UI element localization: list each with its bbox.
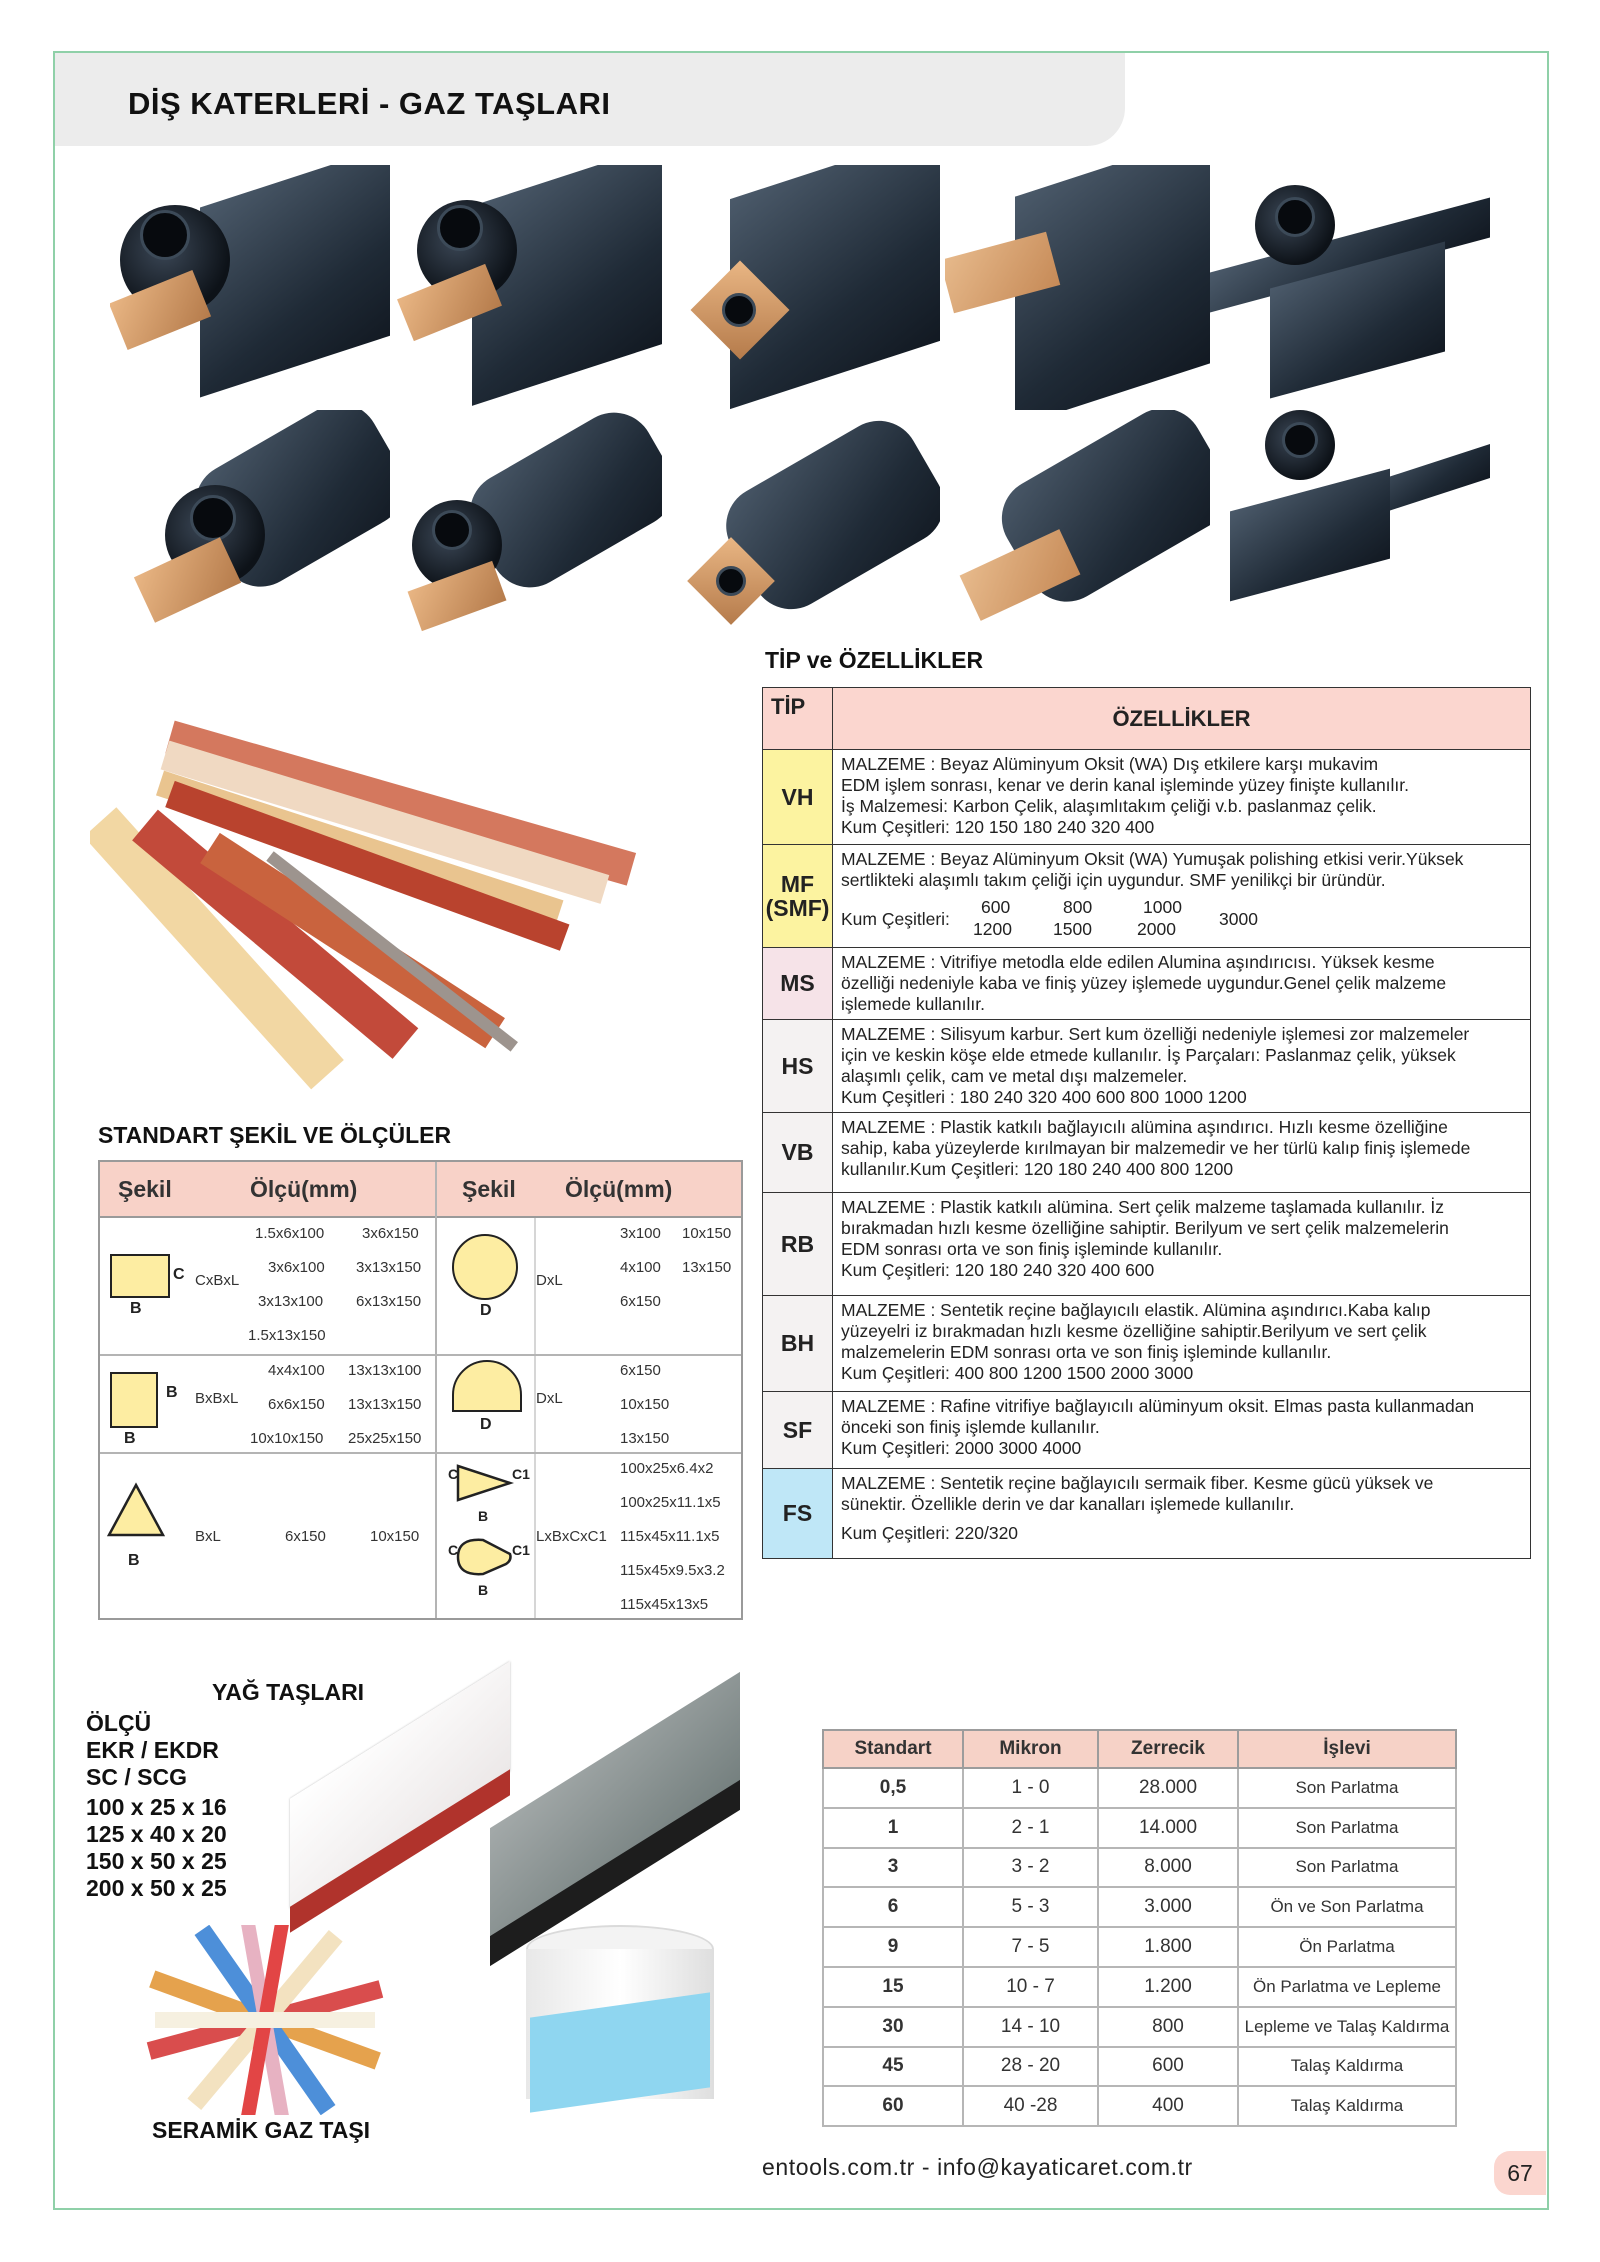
table-row xyxy=(823,1808,1456,1848)
table-row xyxy=(823,1887,1456,1927)
tip-cell: RB xyxy=(763,1193,833,1296)
mikron-table xyxy=(822,1729,1457,2127)
page-number: 67 xyxy=(1494,2151,1546,2195)
table-row xyxy=(823,1768,1456,1808)
kum-value: 1200 xyxy=(973,919,1012,939)
footer-contact: entools.com.tr - info@kayaticaret.com.tr xyxy=(762,2154,1193,2180)
tip-cell: VH xyxy=(763,750,833,845)
dim-letter: B xyxy=(166,1384,178,1401)
size-value: 25x25x150 xyxy=(348,1430,422,1447)
yag-heading: YAĞ TAŞLARI xyxy=(212,1679,365,1705)
spec-row xyxy=(763,750,1531,845)
size-value: 6x6x150 xyxy=(268,1396,325,1413)
table-row xyxy=(823,2047,1456,2087)
spec-line: MALZEME : Plastik katkılı bağlayıcılı alümina aşındırıcı. Hızlı kesme özelliğine xyxy=(841,1117,1448,1137)
dim-letter: B xyxy=(130,1300,142,1317)
cell: 40 -28 xyxy=(963,2086,1098,2126)
kum-value: 2000 xyxy=(1137,919,1176,939)
tool-photo xyxy=(110,165,390,415)
cell: Son Parlatma xyxy=(1238,1848,1456,1888)
cell: 14.000 xyxy=(1098,1808,1238,1848)
tool-photo xyxy=(1210,410,1490,650)
header-olcu: Ölçü(mm) xyxy=(565,1176,673,1202)
spec-line: Kum Çeşitleri: 220/320 xyxy=(841,1523,1019,1543)
dim-code: LxBxCxC1 xyxy=(536,1528,607,1545)
kum-label: Kum Çeşitleri: xyxy=(841,909,950,929)
spec-row xyxy=(763,1392,1531,1469)
yag-line: 150 x 50 x 25 xyxy=(86,1848,227,1874)
cell: 3 xyxy=(823,1848,963,1888)
dim-code: DxL xyxy=(536,1390,563,1407)
spec-line: MALZEME : Silisyum karbur. Sert kum özelliği nedeniyle işlemesi zor malzemeler xyxy=(841,1024,1470,1044)
standart-heading: STANDART ŞEKİL VE ÖLÇÜLER xyxy=(98,1122,452,1148)
size-value: 10x150 xyxy=(682,1225,732,1242)
spec-line: İş Malzemesi: Karbon Çelik, alaşımlıtakım çeliği v.b. paslanmaz çelik. xyxy=(841,796,1377,816)
spec-row xyxy=(763,1020,1531,1113)
dim-code: DxL xyxy=(536,1272,563,1289)
white-oil-stone xyxy=(270,1710,500,1900)
cell: 3 - 2 xyxy=(963,1848,1098,1888)
cell: 3.000 xyxy=(1098,1887,1238,1927)
dim-letter: B xyxy=(124,1430,136,1447)
yag-line: 100 x 25 x 16 xyxy=(86,1794,227,1820)
kum-value: 600 xyxy=(981,897,1011,917)
spec-line xyxy=(841,1515,1522,1523)
tool-photo xyxy=(392,165,662,415)
table-row xyxy=(823,1967,1456,2007)
size-value: 115x45x13x5 xyxy=(620,1596,709,1613)
dim-letter: B xyxy=(478,1508,489,1524)
size-value: 1.5x13x150 xyxy=(248,1327,326,1344)
table-row xyxy=(823,2007,1456,2047)
tip-cell: FS xyxy=(763,1469,833,1559)
spec-line: EDM işlem sonrası, kenar ve derin kanal işleminde yüzey finişte kullanılır. xyxy=(841,775,1410,795)
size-value: 4x4x100 xyxy=(268,1362,325,1379)
cell: Talaş Kaldırma xyxy=(1238,2086,1456,2126)
size-value: 3x6x100 xyxy=(268,1259,325,1276)
header-mikron: Mikron xyxy=(963,1730,1098,1768)
spec-line: Kum Çeşitleri: 2000 3000 4000 xyxy=(841,1438,1082,1458)
size-value: 6x150 xyxy=(285,1528,326,1545)
yag-line: 125 x 40 x 20 xyxy=(86,1821,227,1847)
stone-sticks-photo xyxy=(90,680,680,1100)
tool-photo xyxy=(945,165,1210,415)
spec-line: MALZEME : Sentetik reçine bağlayıcılı elastik. Alümina aşındırıcı.Kaba kalıp xyxy=(841,1300,1431,1320)
spec-row xyxy=(763,1193,1531,1296)
cell: Ön Parlatma ve Lepleme xyxy=(1238,1967,1456,2007)
dim-letter: B xyxy=(478,1582,489,1598)
dim-letter: C1 xyxy=(512,1542,530,1558)
tool-photo xyxy=(392,410,662,650)
spec-line: MALZEME : Vitrifiye metodla elde edilen Alumina aşındırıcısı. Yüksek kesme xyxy=(841,952,1435,972)
size-value: 6x150 xyxy=(620,1362,661,1379)
size-value: 100x25x6.4x2 xyxy=(620,1460,714,1477)
tool-photo xyxy=(670,410,940,650)
tip-cell: MS xyxy=(763,948,833,1020)
yag-line: EKR / EKDR xyxy=(86,1737,219,1763)
spec-heading: TİP ve ÖZELLİKLER xyxy=(765,647,984,673)
size-value: 13x13x100 xyxy=(348,1362,422,1379)
size-value: 3x6x150 xyxy=(362,1225,419,1242)
size-value: 13x13x150 xyxy=(348,1396,422,1413)
half-round-shape xyxy=(452,1360,522,1412)
spec-line: Kum Çeşitleri: 120 180 240 320 400 600 xyxy=(841,1260,1155,1280)
spec-line: MALZEME : Beyaz Alüminyum Oksit (WA) Yumuşak polishing etkisi verir.Yüksek xyxy=(841,849,1464,869)
spec-line: MALZEME : Plastik katkılı alümina. Sert çelik malzeme taşlamada kullanılır. İz xyxy=(841,1197,1444,1217)
spec-line: önceki son finiş işlemde kullanılır. xyxy=(841,1417,1100,1437)
dim-letter: D xyxy=(480,1416,492,1433)
tip-cell: SF xyxy=(763,1392,833,1469)
cell: 45 xyxy=(823,2047,963,2087)
cell: 400 xyxy=(1098,2086,1238,2126)
table-row xyxy=(823,2086,1456,2126)
size-value: 3x13x100 xyxy=(258,1293,324,1310)
cell: Son Parlatma xyxy=(1238,1808,1456,1848)
cell: 14 - 10 xyxy=(963,2007,1098,2047)
diamond-paste-jar xyxy=(520,1925,720,2115)
header-islevi: İşlevi xyxy=(1238,1730,1456,1768)
dim-letter: C xyxy=(173,1266,185,1283)
grey-oil-stone xyxy=(490,1700,750,1910)
cell: 28.000 xyxy=(1098,1768,1238,1808)
cell: 9 xyxy=(823,1927,963,1967)
tool-photo xyxy=(1210,165,1490,415)
standart-header-row xyxy=(100,1162,741,1218)
tip-header: TİP xyxy=(763,688,833,750)
header-standart: Standart xyxy=(823,1730,963,1768)
cell: 1.800 xyxy=(1098,1927,1238,1967)
size-value: 3x13x150 xyxy=(356,1259,422,1276)
ceramic-stones-photo xyxy=(130,1925,400,2115)
cell: 1 xyxy=(823,1808,963,1848)
circle-shape xyxy=(452,1234,518,1300)
size-value: 1.5x6x100 xyxy=(255,1225,325,1242)
size-value: 10x150 xyxy=(620,1396,670,1413)
spec-line: sünektir. Özellikle derin ve dar kanalları işlemede kullanılır. xyxy=(841,1494,1295,1514)
spec-line: yüzeyelri iz bırakmadan hızlı kesme özelliğine sahiptir.Berilyum ve sert çelik xyxy=(841,1321,1427,1341)
dim-code: CxBxL xyxy=(195,1272,240,1289)
spec-row xyxy=(763,1296,1531,1392)
header-sekil: Şekil xyxy=(118,1176,172,1202)
size-value: 10x150 xyxy=(370,1528,420,1545)
standart-table xyxy=(98,1160,743,1620)
kum-value: 800 xyxy=(1063,897,1093,917)
cell: 60 xyxy=(823,2086,963,2126)
dim-letter: D xyxy=(480,1302,492,1319)
tool-photo xyxy=(670,165,940,415)
size-value: 13x150 xyxy=(682,1259,732,1276)
cell: 1 - 0 xyxy=(963,1768,1098,1808)
cell: 2 - 1 xyxy=(963,1808,1098,1848)
tip-cell: HS xyxy=(763,1020,833,1113)
spec-line: Kum Çeşitleri: 400 800 1200 1500 2000 3000 xyxy=(841,1363,1194,1383)
tip-label: (SMF) xyxy=(765,895,830,921)
cell: Talaş Kaldırma xyxy=(1238,2047,1456,2087)
yag-line: 200 x 50 x 25 xyxy=(86,1875,227,1901)
cell: Ön Parlatma xyxy=(1238,1927,1456,1967)
cell: 8.000 xyxy=(1098,1848,1238,1888)
kum-value: 1500 xyxy=(1053,919,1092,939)
spec-line: malzemelerin EDM sonrası orta ve son finiş işleminde kullanılır. xyxy=(841,1342,1332,1362)
size-value: 13x150 xyxy=(620,1430,670,1447)
header-sekil: Şekil xyxy=(462,1176,516,1202)
tip-cell: VB xyxy=(763,1113,833,1193)
dim-letter: C xyxy=(448,1542,459,1558)
tip-cell xyxy=(763,845,833,948)
spec-line: EDM sonrası orta ve son finiş işleminde kullanılır. xyxy=(841,1239,1223,1259)
cell: 5 - 3 xyxy=(963,1887,1098,1927)
cell: 10 - 7 xyxy=(963,1967,1098,2007)
size-value: 6x150 xyxy=(620,1293,661,1310)
tool-photo xyxy=(110,410,390,650)
spec-row xyxy=(763,948,1531,1020)
size-value: 6x13x150 xyxy=(356,1293,422,1310)
spec-line: MALZEME : Beyaz Alüminyum Oksit (WA) Dış etkilere karşı mukavim xyxy=(841,754,1379,774)
header-olcu: Ölçü(mm) xyxy=(250,1176,358,1202)
spec-line: Kum Çeşitleri: 120 150 180 240 320 400 xyxy=(841,817,1155,837)
cell: 30 xyxy=(823,2007,963,2047)
yag-line: ÖLÇÜ xyxy=(86,1710,152,1736)
cell: Son Parlatma xyxy=(1238,1768,1456,1808)
kum-value: 1000 xyxy=(1143,897,1182,917)
spec-line: Kum Çeşitleri : 180 240 320 400 600 800 1000 1200 xyxy=(841,1087,1247,1107)
cell: 7 - 5 xyxy=(963,1927,1098,1967)
dim-code: BxL xyxy=(195,1528,221,1545)
size-value: 100x25x11.1x5 xyxy=(620,1494,721,1511)
rect-shape xyxy=(110,1254,170,1298)
size-value: 3x100 xyxy=(620,1225,661,1242)
spec-row xyxy=(763,845,1531,948)
dim-letter: C xyxy=(448,1466,459,1482)
triangle-shape xyxy=(106,1482,166,1538)
size-value: 10x10x150 xyxy=(250,1430,324,1447)
cell: Lepleme ve Talaş Kaldırma xyxy=(1238,2007,1456,2047)
dim-letter: C1 xyxy=(512,1466,530,1482)
dim-code: BxBxL xyxy=(195,1390,239,1407)
cell: 15 xyxy=(823,1967,963,2007)
spec-table xyxy=(762,687,1531,1559)
spec-line: MALZEME : Rafine vitrifiye bağlayıcılı alüminyum oksit. Elmas pasta kullanmadan xyxy=(841,1396,1475,1416)
cell: 1.200 xyxy=(1098,1967,1238,2007)
table-row xyxy=(823,1927,1456,1967)
square-shape xyxy=(110,1372,158,1428)
spec-line: sahip, kaba yüzeylerde kırılmayan bir malzemedir ve her türlü kalıp finiş işlemede xyxy=(841,1138,1471,1158)
table-row xyxy=(823,1848,1456,1888)
spec-line: kullanılır.Kum Çeşitleri: 120 180 240 400 800 1200 xyxy=(841,1159,1234,1179)
spec-line: sertlikteki alaşımlı takım çeliği için uygundur. SMF yenilikçi bir üründür. xyxy=(841,870,1386,890)
spec-line: özelliği nedeniyle kaba ve finiş yüzey işlemede uygundur.Genel çelik malzeme xyxy=(841,973,1447,993)
cell: Ön ve Son Parlatma xyxy=(1238,1887,1456,1927)
cell: 6 xyxy=(823,1887,963,1927)
spec-line: bırakmadan hızlı kesme özelliğine sahiptir. Berilyum ve sert çelik malzemelerin xyxy=(841,1218,1449,1238)
spec-line: işlemede kullanılır. xyxy=(841,994,985,1014)
seramik-label: SERAMİK GAZ TAŞI xyxy=(152,2117,371,2143)
cell: 800 xyxy=(1098,2007,1238,2047)
spec-line: için ve keskin köşe elde etmede kullanılır. İş Parçaları: Paslanmaz çelik, yüksek xyxy=(841,1045,1456,1065)
tip-cell: BH xyxy=(763,1296,833,1392)
size-value: 115x45x9.5x3.2 xyxy=(620,1562,725,1579)
page-title: DİŞ KATERLERİ - GAZ TAŞLARI xyxy=(128,86,611,121)
cell: 28 - 20 xyxy=(963,2047,1098,2087)
tool-photo xyxy=(945,410,1210,650)
yag-line: SC / SCG xyxy=(86,1764,187,1790)
spec-line: MALZEME : Sentetik reçine bağlayıcılı sermaik fiber. Kesme gücü yüksek ve xyxy=(841,1473,1434,1493)
dim-letter: B xyxy=(128,1552,140,1569)
header-zerrecik: Zerrecik xyxy=(1098,1730,1238,1768)
spec-line: alaşımlı çelik, cam ve metal dışı malzemeler. xyxy=(841,1066,1188,1086)
yag-sizes xyxy=(86,1710,227,1902)
tip-label: MF xyxy=(780,871,815,897)
kum-value: 3000 xyxy=(1219,909,1258,929)
cell: 0,5 xyxy=(823,1768,963,1808)
size-value: 4x100 xyxy=(620,1259,661,1276)
spec-row xyxy=(763,1113,1531,1193)
spec-row xyxy=(763,1469,1531,1559)
size-value: 115x45x11.1x5 xyxy=(620,1528,720,1545)
ozellikler-header: ÖZELLİKLER xyxy=(833,688,1531,750)
cell: 600 xyxy=(1098,2047,1238,2087)
